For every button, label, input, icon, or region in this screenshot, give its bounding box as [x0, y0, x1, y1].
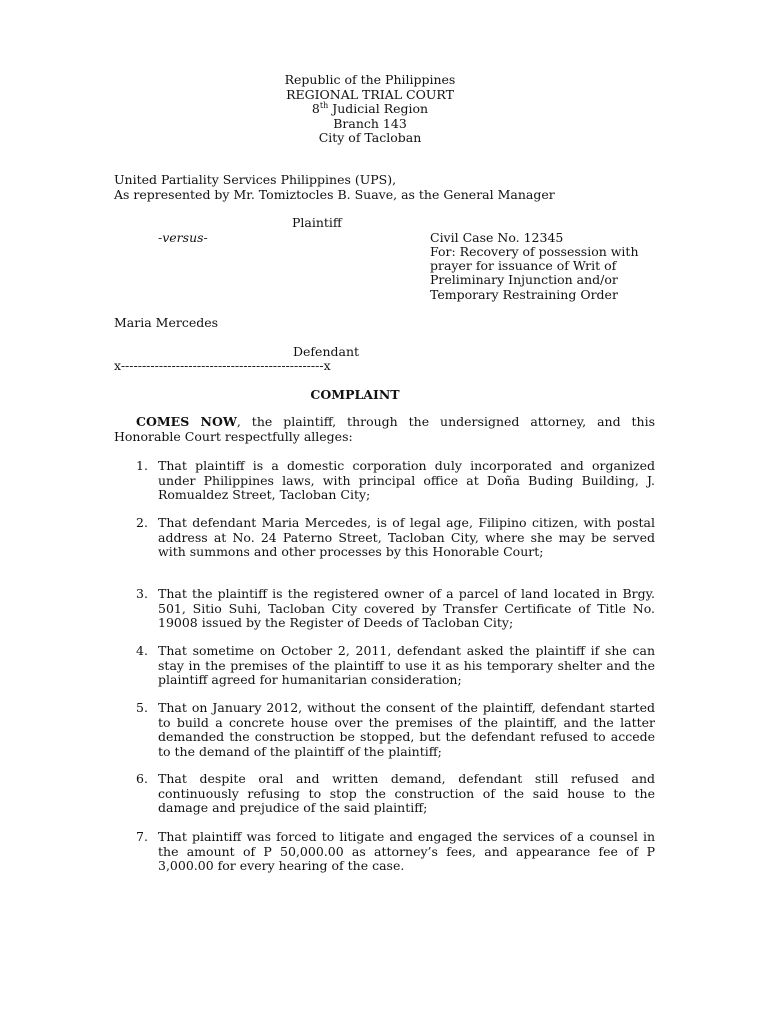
allegation-text: That plaintiff was forced to litigate and engaged the services of a counsel in the amount of P 50,000.00 as attorney’s fees, and appearance fee of P 3,000.00 for every hearing of the case.: [158, 829, 655, 873]
case-for-line-4: Temporary Restraining Order: [430, 287, 618, 302]
intro-paragraph: [114, 415, 655, 444]
allegation-number: 7.: [136, 829, 148, 844]
defendant-name: Maria Mercedes: [114, 315, 219, 330]
judicial-region: [0, 102, 740, 117]
caption-separator: x------------------------------------------------x: [114, 358, 331, 373]
allegation-text: That defendant Maria Mercedes, is of legal age, Filipino citizen, with postal address at No. 24 Paterno Street, Tacloban City, where she may be served with summons and other processes by this Honorable Court;: [158, 515, 655, 559]
plaintiff-name: United Partiality Services Philippines (UPS),: [114, 172, 397, 187]
allegation-text: That sometime on October 2, 2011, defendant asked the plaintiff if she can stay in the premises of the plaintiff to use it as his temporary shelter and the plaintiff agreed for humanitarian consideration;: [158, 643, 655, 687]
case-for-line-1: For: Recovery of possession with: [430, 244, 639, 259]
allegation-2: [136, 516, 655, 560]
court-name: REGIONAL TRIAL COURT: [286, 86, 454, 102]
allegation-7: [136, 830, 655, 874]
case-for-line-3: Preliminary Injunction and/or: [430, 272, 618, 287]
allegation-number: 6.: [136, 771, 148, 786]
allegation-5: [136, 701, 655, 759]
allegation-4: [136, 644, 655, 688]
republic-line: Republic of the Philippines: [284, 72, 456, 87]
versus-label: -versus-: [158, 230, 208, 245]
region-ordinal: th: [319, 100, 329, 110]
defendant-label: Defendant: [293, 344, 360, 359]
branch-line: Branch 143: [333, 115, 407, 131]
allegation-6: [136, 772, 655, 816]
city-line: City of Tacloban: [318, 130, 422, 145]
allegation-1: [136, 459, 655, 503]
allegation-number: 4.: [136, 643, 148, 658]
allegation-text: That despite oral and written demand, defendant still refused and continuously refusing to stop the construction of the said house to the damage and prejudice of the said plaintiff;: [158, 771, 655, 815]
plaintiff-label: Plaintiff: [292, 215, 342, 230]
allegation-number: 3.: [136, 586, 148, 601]
allegation-text: That on January 2012, without the consent of the plaintiff, defendant started to build a concrete house over the premises of the plaintiff, and the latter demanded the construction be stopped, but the defendant refused to accede to the demand of the plaintiff of the plaintiff;: [158, 700, 655, 759]
allegation-number: 1.: [136, 458, 148, 473]
case-number: Civil Case No. 12345: [430, 230, 564, 245]
allegation-text: That the plaintiff is the registered owner of a parcel of land located in Brgy. 501, Sitio Suhi, Tacloban City covered by Transfer Certificate of Title No. 19008 issued by the Register of Deeds of Tacloban City;: [158, 586, 655, 630]
intro-text: , the plaintiff, through the undersigned attorney, and this Honorable Court respectfully alleges:: [114, 414, 655, 444]
allegation-3: [136, 587, 655, 631]
case-for-line-2: prayer for issuance of Writ of: [430, 258, 617, 273]
region-number: 8: [311, 101, 320, 116]
complaint-title: COMPLAINT: [310, 387, 400, 402]
court-header: [0, 73, 740, 146]
intro-lead: COMES NOW: [136, 414, 237, 429]
allegation-number: 2.: [136, 515, 148, 530]
allegation-text: That plaintiff is a domestic corporation duly incorporated and organized under Philippines laws, with principal office at Doña Buding Building, J. Romualdez Street, Tacloban City;: [158, 458, 655, 502]
allegation-number: 5.: [136, 700, 148, 715]
region-text: Judicial Region: [328, 101, 429, 116]
plaintiff-representative: As represented by Mr. Tomiztocles B. Suave, as the General Manager: [114, 187, 555, 202]
